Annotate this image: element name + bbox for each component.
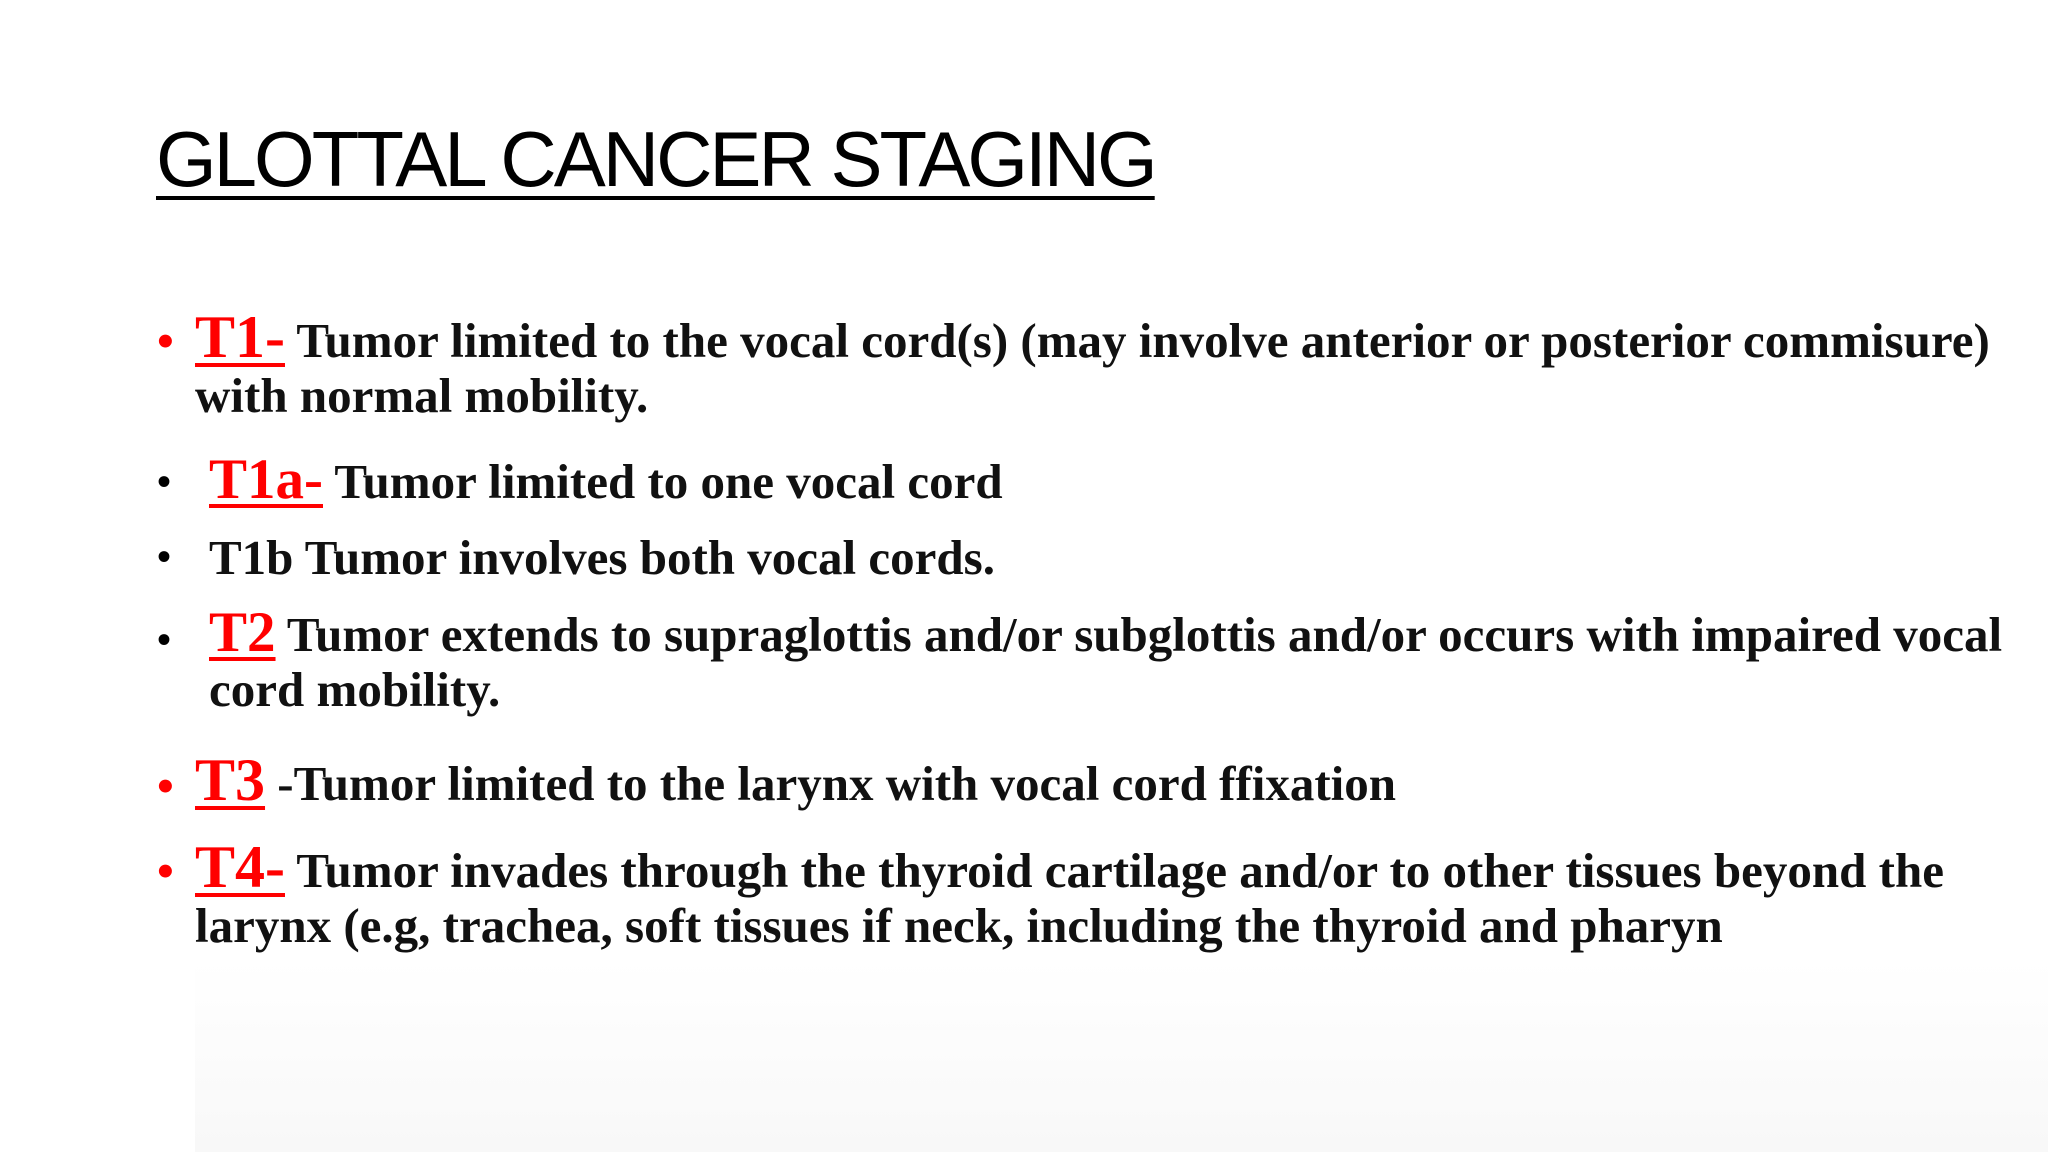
item-text xyxy=(195,530,2009,585)
item-text xyxy=(195,747,1995,813)
bullet-marker: • xyxy=(157,760,174,813)
stage-term: T2 xyxy=(209,601,276,664)
stage-term: T4- xyxy=(195,834,285,900)
bullet-marker: • xyxy=(157,459,172,504)
stage-description: -Tumor limited to the larynx with vocal cord ffixation xyxy=(265,756,1397,811)
stage-description: Tumor limited to one vocal cord xyxy=(323,454,1003,509)
stage-description: Tumor extends to supraglottis and/or subglottis and/or occurs with impaired vocal cord mobility. xyxy=(209,607,2003,717)
stage-description: Tumor limited to the vocal cord(s) (may involve anterior or posterior commisure) with normal mobility. xyxy=(195,313,1990,423)
bullet-marker: • xyxy=(157,315,174,368)
stage-term: T1a- xyxy=(209,448,323,511)
bullet-marker: • xyxy=(157,845,174,898)
item-text xyxy=(195,448,2009,511)
slide-title: GLOTTAL CANCER STAGING xyxy=(156,115,1155,203)
bullet-marker: • xyxy=(157,534,172,579)
bullet-marker: • xyxy=(157,617,172,662)
stage-term: T3 xyxy=(195,747,266,813)
stage-term: T1- xyxy=(195,304,285,370)
stage-description: T1b Tumor involves both vocal cords. xyxy=(209,530,995,585)
item-text xyxy=(195,304,1995,423)
item-text xyxy=(195,601,2009,717)
item-text xyxy=(195,834,1995,953)
stage-description: Tumor invades through the thyroid cartilage and/or to other tissues beyond the larynx (e.g, trachea, soft tissues if neck, including the thyroid and pharyn xyxy=(195,843,1944,953)
